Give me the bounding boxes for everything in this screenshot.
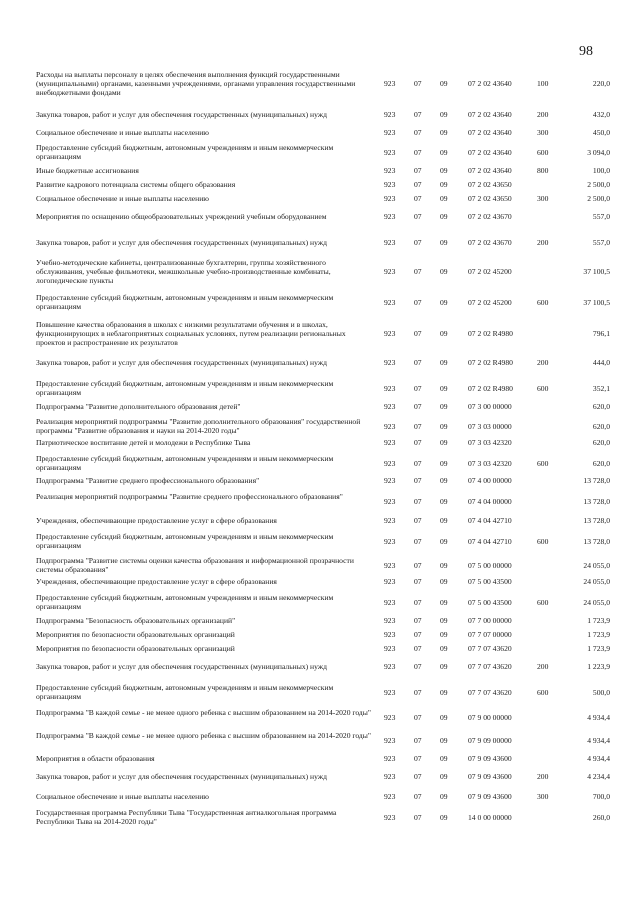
row-name: Закупка товаров, работ и услуг для обеспечения государственных (муниципальных) нужд bbox=[36, 110, 327, 119]
row-csr: 07 2 02 43650 bbox=[468, 180, 512, 189]
row-csr: 07 2 02 43640 bbox=[468, 79, 512, 88]
row-name: Закупка товаров, работ и услуг для обеспечения государственных (муниципальных) нужд bbox=[36, 358, 327, 367]
row-ved: 923 bbox=[384, 662, 396, 671]
row-name: Предоставление субсидий бюджетным, автономным учреждениям и иным некоммерческим организациям bbox=[36, 532, 334, 550]
row-pr: 09 bbox=[440, 476, 448, 485]
row-ved: 923 bbox=[384, 384, 396, 393]
row-csr: 07 2 02 R4980 bbox=[468, 358, 513, 367]
row-vr: 600 bbox=[537, 537, 549, 546]
row-pr: 09 bbox=[440, 212, 448, 221]
row-name: Учреждения, обеспечивающие предоставление услуг в сфере образования bbox=[36, 516, 277, 525]
row-vr: 600 bbox=[537, 688, 549, 697]
row-sum: 1 223,9 bbox=[587, 662, 610, 671]
row-ved: 923 bbox=[384, 422, 396, 431]
row-sum: 620,0 bbox=[592, 422, 610, 431]
row-pr: 09 bbox=[440, 772, 448, 781]
row-rz: 07 bbox=[414, 516, 422, 525]
row-sum: 557,0 bbox=[592, 212, 610, 221]
row-csr: 07 2 02 43670 bbox=[468, 238, 512, 247]
row-ved: 923 bbox=[384, 813, 396, 822]
row-vr: 300 bbox=[537, 792, 549, 801]
row-name: Подпрограмма "В каждой семье - не менее одного ребенка с высшим образованием на 2014-2020 годы" bbox=[36, 731, 371, 740]
row-name: Предоставление субсидий бюджетным, автономным учреждениям и иным некоммерческим организациям bbox=[36, 143, 334, 161]
row-pr: 09 bbox=[440, 662, 448, 671]
row-sum: 450,0 bbox=[592, 128, 610, 137]
row-vr: 100 bbox=[537, 79, 549, 88]
row-csr: 07 2 02 43650 bbox=[468, 194, 512, 203]
row-pr: 09 bbox=[440, 736, 448, 745]
row-vr: 600 bbox=[537, 384, 549, 393]
row-ved: 923 bbox=[384, 644, 396, 653]
row-rz: 07 bbox=[414, 630, 422, 639]
row-sum: 620,0 bbox=[592, 438, 610, 447]
row-ved: 923 bbox=[384, 238, 396, 247]
row-csr: 07 3 03 42320 bbox=[468, 438, 512, 447]
row-csr: 07 9 09 00000 bbox=[468, 736, 512, 745]
row-sum: 13 728,0 bbox=[583, 497, 610, 506]
row-pr: 09 bbox=[440, 79, 448, 88]
row-name: Подпрограмма "Развитие дополнительного образования детей" bbox=[36, 402, 241, 411]
row-name: Подпрограмма "Развитие системы оценки качества образования и информационной прозрачности системы образования" bbox=[36, 556, 354, 574]
row-rz: 07 bbox=[414, 813, 422, 822]
row-rz: 07 bbox=[414, 772, 422, 781]
row-ved: 923 bbox=[384, 148, 396, 157]
row-csr: 07 2 02 43670 bbox=[468, 212, 512, 221]
row-sum: 13 728,0 bbox=[583, 476, 610, 485]
row-sum: 24 055,0 bbox=[583, 577, 610, 586]
row-csr: 07 9 09 43600 bbox=[468, 772, 512, 781]
row-name: Предоставление субсидий бюджетным, автономным учреждениям и иным некоммерческим организациям bbox=[36, 593, 334, 611]
row-rz: 07 bbox=[414, 148, 422, 157]
row-pr: 09 bbox=[440, 561, 448, 570]
row-csr: 07 3 03 42320 bbox=[468, 459, 512, 468]
row-csr: 07 2 02 R4980 bbox=[468, 329, 513, 338]
row-csr: 07 9 09 43600 bbox=[468, 792, 512, 801]
row-sum: 100,0 bbox=[592, 166, 610, 175]
row-rz: 07 bbox=[414, 422, 422, 431]
row-name: Закупка товаров, работ и услуг для обеспечения государственных (муниципальных) нужд bbox=[36, 662, 327, 671]
row-rz: 07 bbox=[414, 110, 422, 119]
row-vr: 200 bbox=[537, 238, 549, 247]
row-rz: 07 bbox=[414, 754, 422, 763]
row-name: Подпрограмма "В каждой семье - не менее одного ребенка с высшим образованием на 2014-2020 годы" bbox=[36, 708, 371, 717]
row-pr: 09 bbox=[440, 384, 448, 393]
row-sum: 700,0 bbox=[592, 792, 610, 801]
row-ved: 923 bbox=[384, 180, 396, 189]
row-rz: 07 bbox=[414, 688, 422, 697]
row-pr: 09 bbox=[440, 630, 448, 639]
row-pr: 09 bbox=[440, 577, 448, 586]
row-sum: 260,0 bbox=[592, 813, 610, 822]
row-pr: 09 bbox=[440, 644, 448, 653]
row-name: Повышение качества образования в школах с низкими результатами обучения и в школах, функционирующих в неблагоприятных социальных условиях, путем реализации региональных проектов и распространение их результатов bbox=[36, 320, 346, 347]
row-sum: 620,0 bbox=[592, 402, 610, 411]
row-name: Предоставление субсидий бюджетным, автономным учреждениям и иным некоммерческим организациям bbox=[36, 379, 334, 397]
row-ved: 923 bbox=[384, 497, 396, 506]
row-rz: 07 bbox=[414, 180, 422, 189]
row-csr: 07 9 09 43600 bbox=[468, 754, 512, 763]
row-pr: 09 bbox=[440, 166, 448, 175]
row-vr: 200 bbox=[537, 772, 549, 781]
row-sum: 432,0 bbox=[592, 110, 610, 119]
row-ved: 923 bbox=[384, 630, 396, 639]
row-pr: 09 bbox=[440, 298, 448, 307]
row-csr: 07 2 02 43640 bbox=[468, 110, 512, 119]
row-sum: 1 723,9 bbox=[587, 630, 610, 639]
row-ved: 923 bbox=[384, 516, 396, 525]
row-rz: 07 bbox=[414, 662, 422, 671]
row-pr: 09 bbox=[440, 110, 448, 119]
row-csr: 07 9 00 00000 bbox=[468, 713, 512, 722]
row-vr: 600 bbox=[537, 148, 549, 157]
row-vr: 600 bbox=[537, 598, 549, 607]
row-sum: 4 934,4 bbox=[587, 713, 610, 722]
row-csr: 07 7 07 43620 bbox=[468, 688, 512, 697]
row-vr: 600 bbox=[537, 459, 549, 468]
row-pr: 09 bbox=[440, 792, 448, 801]
row-csr: 07 5 00 43500 bbox=[468, 598, 512, 607]
row-vr: 200 bbox=[537, 110, 549, 119]
row-rz: 07 bbox=[414, 644, 422, 653]
row-csr: 07 3 03 00000 bbox=[468, 422, 512, 431]
row-sum: 2 500,0 bbox=[587, 180, 610, 189]
row-rz: 07 bbox=[414, 238, 422, 247]
row-ved: 923 bbox=[384, 459, 396, 468]
row-sum: 13 728,0 bbox=[583, 516, 610, 525]
row-csr: 07 4 04 00000 bbox=[468, 497, 512, 506]
row-ved: 923 bbox=[384, 561, 396, 570]
row-rz: 07 bbox=[414, 598, 422, 607]
row-rz: 07 bbox=[414, 577, 422, 586]
row-pr: 09 bbox=[440, 497, 448, 506]
row-rz: 07 bbox=[414, 166, 422, 175]
row-ved: 923 bbox=[384, 577, 396, 586]
row-name: Социальное обеспечение и иные выплаты населению bbox=[36, 792, 209, 801]
row-sum: 557,0 bbox=[592, 238, 610, 247]
row-ved: 923 bbox=[384, 616, 396, 625]
row-vr: 800 bbox=[537, 166, 549, 175]
row-ved: 923 bbox=[384, 537, 396, 546]
row-rz: 07 bbox=[414, 792, 422, 801]
row-name: Реализация мероприятий подпрограммы "Развитие среднего профессионального образования" bbox=[36, 492, 343, 501]
row-rz: 07 bbox=[414, 438, 422, 447]
row-sum: 24 055,0 bbox=[583, 561, 610, 570]
row-ved: 923 bbox=[384, 329, 396, 338]
row-vr: 200 bbox=[537, 662, 549, 671]
row-vr: 200 bbox=[537, 358, 549, 367]
row-csr: 14 0 00 00000 bbox=[468, 813, 512, 822]
row-vr: 300 bbox=[537, 128, 549, 137]
row-ved: 923 bbox=[384, 713, 396, 722]
row-rz: 07 bbox=[414, 537, 422, 546]
row-pr: 09 bbox=[440, 238, 448, 247]
row-rz: 07 bbox=[414, 358, 422, 367]
row-sum: 24 055,0 bbox=[583, 598, 610, 607]
row-csr: 07 3 00 00000 bbox=[468, 402, 512, 411]
row-sum: 37 100,5 bbox=[583, 298, 610, 307]
row-pr: 09 bbox=[440, 194, 448, 203]
row-rz: 07 bbox=[414, 459, 422, 468]
row-ved: 923 bbox=[384, 438, 396, 447]
row-name: Предоставление субсидий бюджетным, автономным учреждениям и иным некоммерческим организациям bbox=[36, 454, 334, 472]
row-csr: 07 2 02 43640 bbox=[468, 166, 512, 175]
row-name: Предоставление субсидий бюджетным, автономным учреждениям и иным некоммерческим организациям bbox=[36, 683, 334, 701]
row-rz: 07 bbox=[414, 212, 422, 221]
row-ved: 923 bbox=[384, 298, 396, 307]
row-sum: 444,0 bbox=[592, 358, 610, 367]
row-rz: 07 bbox=[414, 561, 422, 570]
row-rz: 07 bbox=[414, 736, 422, 745]
row-sum: 3 094,0 bbox=[587, 148, 610, 157]
row-sum: 37 100,5 bbox=[583, 267, 610, 276]
row-pr: 09 bbox=[440, 402, 448, 411]
row-pr: 09 bbox=[440, 180, 448, 189]
row-ved: 923 bbox=[384, 194, 396, 203]
row-name: Закупка товаров, работ и услуг для обеспечения государственных (муниципальных) нужд bbox=[36, 772, 327, 781]
row-ved: 923 bbox=[384, 792, 396, 801]
row-rz: 07 bbox=[414, 298, 422, 307]
row-sum: 4 234,4 bbox=[587, 772, 610, 781]
row-name: Предоставление субсидий бюджетным, автономным учреждениям и иным некоммерческим организациям bbox=[36, 293, 334, 311]
row-sum: 352,1 bbox=[592, 384, 610, 393]
row-pr: 09 bbox=[440, 616, 448, 625]
row-sum: 620,0 bbox=[592, 459, 610, 468]
row-sum: 1 723,9 bbox=[587, 616, 610, 625]
row-ved: 923 bbox=[384, 754, 396, 763]
row-vr: 300 bbox=[537, 194, 549, 203]
row-ved: 923 bbox=[384, 110, 396, 119]
row-name: Государственная программа Республики Тыва "Государственная антиалкогольная программа Республики Тыва на 2014-2020 годы" bbox=[36, 808, 337, 826]
row-sum: 4 934,4 bbox=[587, 754, 610, 763]
row-name: Учреждения, обеспечивающие предоставление услуг в сфере образования bbox=[36, 577, 277, 586]
row-csr: 07 5 00 00000 bbox=[468, 561, 512, 570]
row-pr: 09 bbox=[440, 459, 448, 468]
row-csr: 07 4 04 42710 bbox=[468, 516, 512, 525]
row-pr: 09 bbox=[440, 422, 448, 431]
row-pr: 09 bbox=[440, 128, 448, 137]
row-name: Подпрограмма "Развитие среднего профессионального образования" bbox=[36, 476, 260, 485]
row-ved: 923 bbox=[384, 736, 396, 745]
row-name: Мероприятия по безопасности образовательных организаций bbox=[36, 630, 235, 639]
row-ved: 923 bbox=[384, 267, 396, 276]
row-name: Социальное обеспечение и иные выплаты населению bbox=[36, 128, 209, 137]
row-ved: 923 bbox=[384, 598, 396, 607]
row-rz: 07 bbox=[414, 267, 422, 276]
row-name: Мероприятия по безопасности образовательных организаций bbox=[36, 644, 235, 653]
row-ved: 923 bbox=[384, 212, 396, 221]
row-rz: 07 bbox=[414, 329, 422, 338]
row-pr: 09 bbox=[440, 516, 448, 525]
row-csr: 07 7 07 00000 bbox=[468, 630, 512, 639]
row-name: Учебно-методические кабинеты, централизованные бухгалтерии, группы хозяйственного обслуживания, учебные фильмотеки, межшкольные учебно-производственные комбинаты, логопедические пункты bbox=[36, 258, 331, 285]
row-csr: 07 4 00 00000 bbox=[468, 476, 512, 485]
row-rz: 07 bbox=[414, 79, 422, 88]
row-csr: 07 2 02 43640 bbox=[468, 128, 512, 137]
row-pr: 09 bbox=[440, 267, 448, 276]
row-name: Реализация мероприятий подпрограммы "Развитие дополнительного образования" государственной программы "Развитие образования и науки на 2014-2020 годы" bbox=[36, 417, 361, 435]
row-ved: 923 bbox=[384, 402, 396, 411]
row-rz: 07 bbox=[414, 128, 422, 137]
row-pr: 09 bbox=[440, 813, 448, 822]
row-csr: 07 2 02 45200 bbox=[468, 298, 512, 307]
row-rz: 07 bbox=[414, 402, 422, 411]
row-name: Расходы на выплаты персоналу в целях обеспечения выполнения функций государственными (муниципальными) органами, казенными учреждениями, органами управления государственными внебюджетными фондами bbox=[36, 70, 356, 97]
row-rz: 07 bbox=[414, 497, 422, 506]
row-csr: 07 7 07 43620 bbox=[468, 644, 512, 653]
row-rz: 07 bbox=[414, 616, 422, 625]
row-ved: 923 bbox=[384, 79, 396, 88]
row-sum: 796,1 bbox=[592, 329, 610, 338]
row-pr: 09 bbox=[440, 329, 448, 338]
row-rz: 07 bbox=[414, 194, 422, 203]
row-csr: 07 2 02 R4980 bbox=[468, 384, 513, 393]
row-name: Развитие кадрового потенциала системы общего образования bbox=[36, 180, 236, 189]
row-csr: 07 4 04 42710 bbox=[468, 537, 512, 546]
row-rz: 07 bbox=[414, 384, 422, 393]
row-sum: 4 934,4 bbox=[587, 736, 610, 745]
page-number: 98 bbox=[579, 44, 593, 59]
row-name: Подпрограмма "Безопасность образовательных организаций" bbox=[36, 616, 236, 625]
row-sum: 220,0 bbox=[592, 79, 610, 88]
row-pr: 09 bbox=[440, 537, 448, 546]
row-pr: 09 bbox=[440, 754, 448, 763]
row-name: Патриотическое воспитание детей и молодежи в Республике Тыва bbox=[36, 438, 251, 447]
row-pr: 09 bbox=[440, 438, 448, 447]
row-name: Иные бюджетные ассигнования bbox=[36, 166, 139, 175]
row-name: Мероприятия в области образования bbox=[36, 754, 155, 763]
row-sum: 1 723,9 bbox=[587, 644, 610, 653]
row-pr: 09 bbox=[440, 713, 448, 722]
row-csr: 07 5 00 43500 bbox=[468, 577, 512, 586]
row-ved: 923 bbox=[384, 688, 396, 697]
row-pr: 09 bbox=[440, 688, 448, 697]
row-ved: 923 bbox=[384, 166, 396, 175]
row-ved: 923 bbox=[384, 476, 396, 485]
row-pr: 09 bbox=[440, 598, 448, 607]
row-sum: 2 500,0 bbox=[587, 194, 610, 203]
row-vr: 600 bbox=[537, 298, 549, 307]
row-name: Закупка товаров, работ и услуг для обеспечения государственных (муниципальных) нужд bbox=[36, 238, 327, 247]
row-ved: 923 bbox=[384, 358, 396, 367]
row-csr: 07 7 00 00000 bbox=[468, 616, 512, 625]
row-name: Мероприятия по оснащению общеобразовательных учреждений учебным оборудованием bbox=[36, 212, 327, 221]
row-name: Социальное обеспечение и иные выплаты населению bbox=[36, 194, 209, 203]
row-rz: 07 bbox=[414, 713, 422, 722]
row-ved: 923 bbox=[384, 772, 396, 781]
row-pr: 09 bbox=[440, 148, 448, 157]
row-rz: 07 bbox=[414, 476, 422, 485]
row-ved: 923 bbox=[384, 128, 396, 137]
row-csr: 07 2 02 45200 bbox=[468, 267, 512, 276]
row-sum: 13 728,0 bbox=[583, 537, 610, 546]
row-pr: 09 bbox=[440, 358, 448, 367]
row-csr: 07 7 07 43620 bbox=[468, 662, 512, 671]
row-csr: 07 2 02 43640 bbox=[468, 148, 512, 157]
row-sum: 500,0 bbox=[592, 688, 610, 697]
